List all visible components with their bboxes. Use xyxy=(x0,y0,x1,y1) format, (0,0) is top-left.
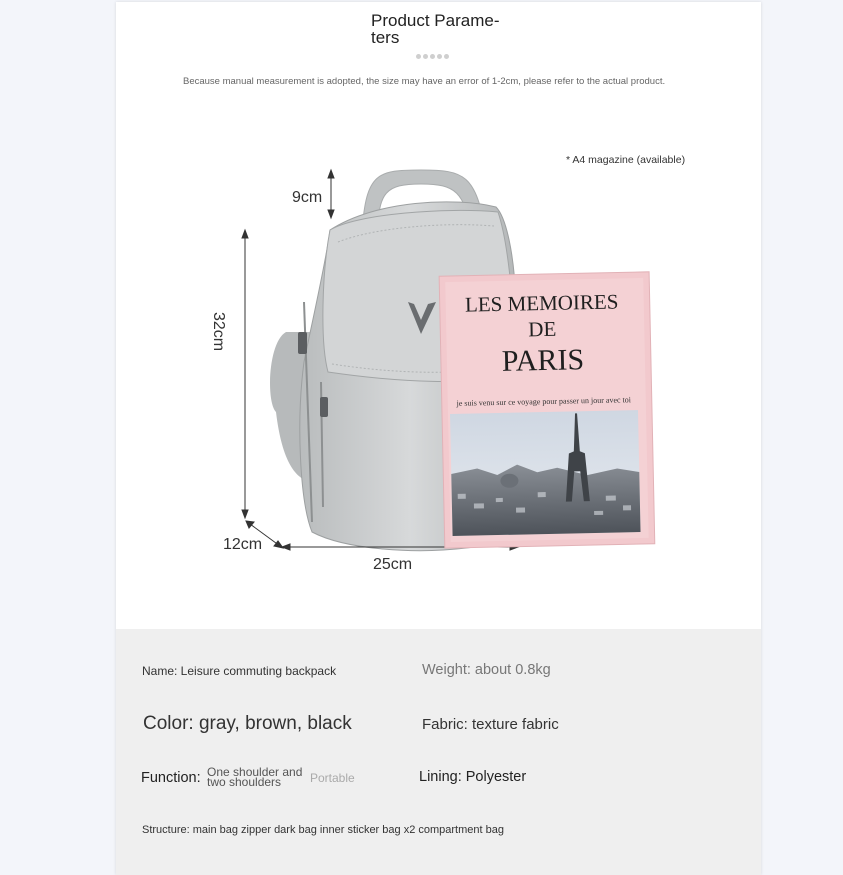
page-title: Product Parame- ters xyxy=(371,11,500,47)
magazine-title-line-1: LES MEMOIRES xyxy=(464,289,619,317)
handle-dimension-label: 9cm xyxy=(292,189,323,206)
magazine xyxy=(439,272,655,548)
spec-weight: Weight: about 0.8kg xyxy=(422,662,551,678)
spec-name: Name: Leisure commuting backpack xyxy=(142,664,337,678)
magazine-title-line-3: PARIS xyxy=(501,343,585,378)
width-dimension-label: 25cm xyxy=(373,556,413,573)
magazine-tagline: je suis venu sur ce voyage pour passer un jour avec toi xyxy=(456,395,632,408)
depth-dimension-label: 12cm xyxy=(223,536,263,553)
spec-section xyxy=(116,629,761,875)
product-panel xyxy=(116,2,761,875)
product-image xyxy=(116,2,761,627)
spec-function-option-1: One shoulder and two shoulders xyxy=(207,765,303,789)
spec-function-label: Function: xyxy=(141,770,201,786)
measurement-note: Because manual measurement is adopted, the size may have an error of 1-2cm, please refer to the actual product. xyxy=(183,76,666,87)
spec-function-option-2: Portable xyxy=(310,771,355,785)
spec-structure: Structure: main bag zipper dark bag inner sticker bag x2 compartment bag xyxy=(142,824,504,836)
zipper-pull-icon xyxy=(298,332,307,354)
height-dimension-label: 32cm xyxy=(210,312,227,352)
spec-color: Color: gray, brown, black xyxy=(143,713,352,734)
a4-magazine-label: * A4 magazine (available) xyxy=(566,154,686,166)
spec-lining: Lining: Polyester xyxy=(419,769,527,785)
magazine-title-line-2: DE xyxy=(528,316,557,342)
spec-fabric: Fabric: texture fabric xyxy=(422,716,559,733)
